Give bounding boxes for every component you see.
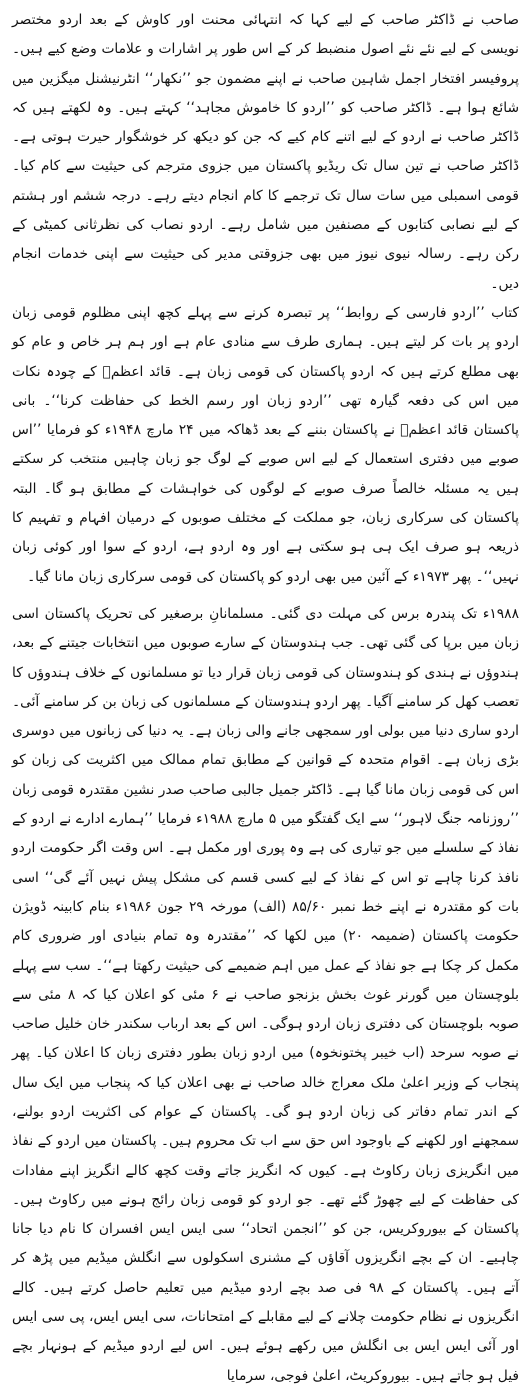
paragraph-1: صاحب نے ڈاکٹر صاحب کے لیے کہا کہ انتہائی محنت اور کاوش کے بعد اردو مختصر نویسی کے لیے نئے نئے اصول منضبط کر کے اس طور پر اشارات و علامات وضع کیے ہیں۔ پروفیسر افتخار اجمل شاہین صاحب نے اپنے مضمون جو ’’نکھار‘‘ انٹرنیشنل میگزین میں شائع ہوا ہے۔ ڈاکٹر صاحب کو ’’اردو کا خاموش مجاہد‘‘ کہتے ہیں۔ وہ لکھتے ہیں کہ ڈاکٹر صاحب نے اردو کے لیے اتنے کام کیے کہ جن کو دیکھ کر خوشگوار حیرت ہوتی ہے۔ ڈاکٹر صاحب نے تین سال تک ریڈیو پاکستان میں جزوی مترجم کی حیثیت سے کام کیا۔ قومی اسمبلی میں سات سال تک ترجمے کا کام انجام دیتے رہے۔ درجہ ششم اور ہشتم کے لیے نصابی کتابوں کے مصنفین میں شامل رہے۔ اردو نصاب کی نظرثانی کمیٹی کے رکن رہے۔ رسالہ نیوی نیوز میں بھی جزوقتی مدیر کی حیثیت سے اپنی خدمات انجام دیں۔ (12, 12, 519, 292)
paragraph-2: کتاب ’’اردو فارسی کے روابط‘‘ پر تبصرہ کرنے سے پہلے کچھ اپنی مظلوم قومی زبان اردو پر بات کر لیتے ہیں۔ ہماری طرف سے منادی عام ہے اور ہم ہر خاص و عام کو بھی مطلع کرتے ہیں کہ اردو پاکستان کی قومی زبان ہے۔ قائد اعظمؒ کے چودہ نکات میں اس کی دفعہ گیارہ تھی ’’اردو زبان اور رسم الخط کی حفاظت کرنا‘‘۔ بانی پاکستان قائد اعظمؒ نے پاکستان بننے کے بعد ڈھاکہ میں ۲۴ مارچ ۱۹۴۸ء کو فرمایا ’’اس صوبے میں دفتری استعمال کے لیے اس صوبے کے لوگ جو زبان چاہیں منتخب کر سکتے ہیں یہ مسئلہ خالصاً صرف صوبے کے لوگوں کی خواہشات کے مطابق ہو گا۔ البتہ پاکستان کی سرکاری زبان، جو مملکت کے مختلف صوبوں کے درمیان افہام و تفہیم کا ذریعہ ہو صرف ایک ہی ہو سکتی ہے اور وہ اردو ہے، اردو کے سوا اور کوئی زبان نہیں‘‘۔ پھر ۱۹۷۳ء کے آئین میں بھی اردو کو پاکستان کی قومی سرکاری زبان مانا گیا۔ (12, 304, 519, 585)
paragraph-3: ۱۹۸۸ء تک پندرہ برس کی مہلت دی گئی۔ مسلمانانِ برصغیر کی تحریک پاکستان اسی زبان میں برپا کی گئی تھی۔ جب ہندوستان کے سارے صوبوں میں انتخابات جیتنے کے بعد، ہندوؤں نے ہندی کو ہندوستان کی قومی زبان قرار دیا تو مسلمانوں کے خلاف ہندوؤں کا تعصب کھل کر سامنے آگیا۔ پھر اردو ہندوستان کے مسلمانوں کی زبان بن کر سامنے آئی۔ اردو ساری دنیا میں بولی اور سمجھی جانے والی زبان ہے۔ یہ دنیا کی زبانوں میں دوسری بڑی زبان ہے۔ اقوام متحدہ کے قوانین کے مطابق تمام ممالک میں اکثریت کی زبان کو اس کی قومی زبان مانا گیا ہے۔ ڈاکٹر جمیل جالبی صاحب صدر نشین مقتدرہ قومی زبان ’’روزنامہ جنگ لاہور‘‘ سے ایک گفتگو میں ۵ مارچ ۱۹۸۸ء فرمایا ’’ہمارے ادارے نے اردو کے نفاذ کے سلسلے میں جو تیاری کی ہے وہ پوری اور مکمل ہے۔ اس وقت اگر حکومت اردو نافذ کرنا چاہے تو اس کے نفاذ کے لیے کسی قسم کی مشکل پیش نہیں آئے گی‘‘ اسی بات کو مقتدرہ نے اپنے خط نمبر ۸۵/۶۰ (الف) مورخہ ۲۹ جون ۱۹۸۶ء بنام کابینہ ڈویژن حکومت پاکستان (ضمیمہ ۲۰) میں لکھا کہ ’’مقتدرہ وہ تمام بنیادی اور ضروری کام مکمل کر چکا ہے جو نفاذ کے عمل میں اہم ضمیمے کی حیثیت رکھتا ہے‘‘۔ سب سے پہلے بلوچستان میں گورنر غوث بخش بزنجو صاحب نے ۶ مئی کو اعلان کیا کہ ۸ مئی سے صوبہ بلوچستان کی دفتری زبان اردو ہوگی۔ اس کے بعد ارباب سکندر خان خلیل صاحب نے صوبہ سرحد (اب خیبر پختونخوہ) میں اردو زبان بطور دفتری زبان کا اعلان کیا۔ پھر پنجاب کے وزیر اعلیٰ ملک معراج خالد صاحب نے بھی اعلان کیا کہ پنجاب میں ایک سال کے اندر تمام دفاتر کی زبان اردو ہو گی۔ پاکستان کے عوام کی اکثریت اردو بولنے، سمجھنے اور لکھنے کے باوجود اس حق سے اب تک محروم ہیں۔ پاکستان میں اردو کے نفاذ میں انگریزی زبان رکاوٹ ہے۔ کیوں کہ انگریز جاتے وقت کچھ کالے انگریز اپنے مفادات کی حفاظت کے لیے چھوڑ گئے تھے۔ جو اردو کو قومی زبان رائج ہونے میں رکاوٹ ہیں۔ پاکستان کے بیوروکریس، جن کو ’’انجمن اتحاد‘‘ سی ایس ایس افسران کا نام دیا جانا چاہیے۔ ان کے بچے انگریزوں آقاؤں کے مشنری اسکولوں سے انگلش میڈیم میں پڑھ کر آتے ہیں۔ پاکستان کے ۹۸ فی صد بچے اردو میڈیم میں تعلیم حاصل کرتے ہیں۔ کالے انگریزوں نے نظام حکومت چلانے کے لیے مقابلے کے امتحانات، سی ایس ایس، پی سی ایس اور آئی ایس ایس بی انگلش میں رکھے ہوئے ہیں۔ اس لیے اردو میڈیم کے ہونہار بچے فیل ہو جاتے ہیں۔ بیوروکریٹ، اعلیٰ فوجی، سرمایا (12, 605, 520, 1384)
